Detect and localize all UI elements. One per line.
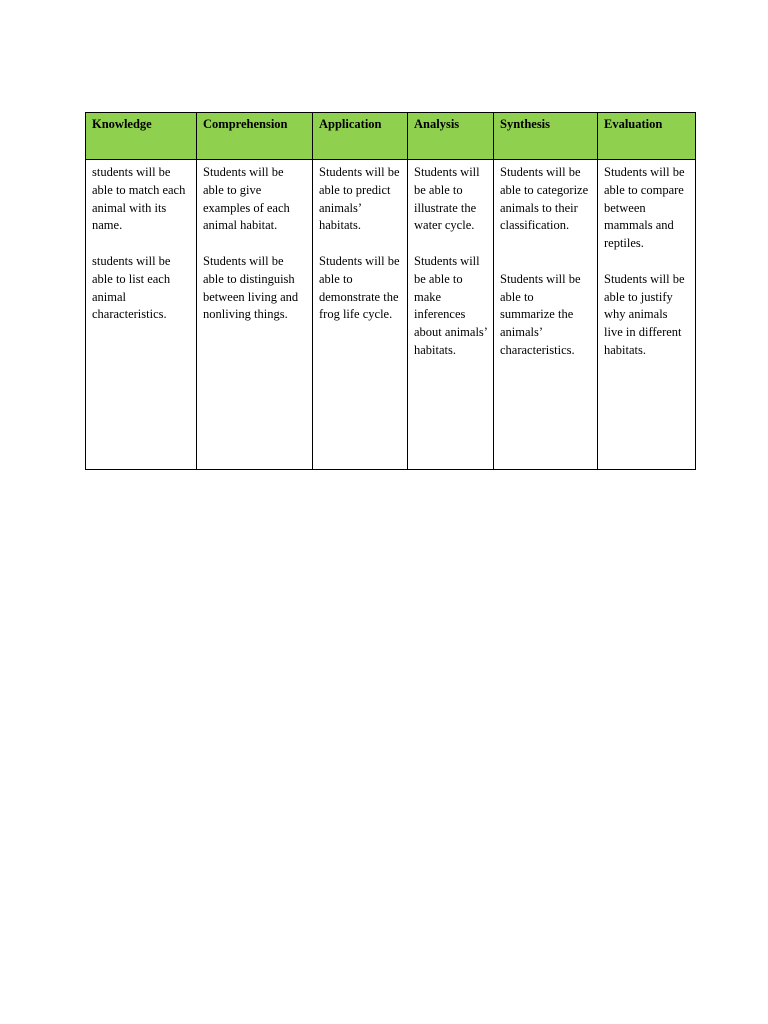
header-evaluation: Evaluation [598,113,696,160]
cell-paragraph: Students will be able to summarize the animals’ characteristics. [500,271,581,357]
table-header-row [86,113,696,160]
cell-synthesis [494,160,598,470]
table-row [86,160,696,470]
cell-paragraph: Students will be able to justify why animals live in different habitats. [604,271,685,357]
cell-paragraph: Students will be able to demonstrate the frog life cycle. [319,253,400,322]
cell-application [313,160,408,470]
header-application: Application [313,113,408,160]
cell-paragraph: Students will be able to illustrate the water cycle. [414,165,480,233]
cell-knowledge [86,160,197,470]
cell-paragraph: students will be able to match each animal with its name. [92,165,186,233]
cell-paragraph: Students will be able to compare between mammals and reptiles. [604,165,685,251]
header-analysis: Analysis [408,113,494,160]
cell-comprehension [197,160,313,470]
header-comprehension: Comprehension [197,113,313,160]
header-synthesis: Synthesis [494,113,598,160]
cell-paragraph: Students will be able to distinguish between living and nonliving things. [203,253,299,322]
cell-paragraph: Students will be able to predict animals’ habitats. [319,165,400,233]
cell-evaluation [598,160,696,470]
header-knowledge: Knowledge [86,113,197,160]
blooms-taxonomy-table [85,112,696,470]
cell-analysis [408,160,494,470]
cell-paragraph: Students will be able to categorize animals to their classification. [500,165,589,233]
cell-paragraph: Students will be able to make inferences about animals’ habitats. [414,253,488,357]
cell-paragraph: Students will be able to give examples of each animal habitat. [203,165,290,233]
cell-paragraph: students will be able to list each animal characteristics. [92,253,171,322]
